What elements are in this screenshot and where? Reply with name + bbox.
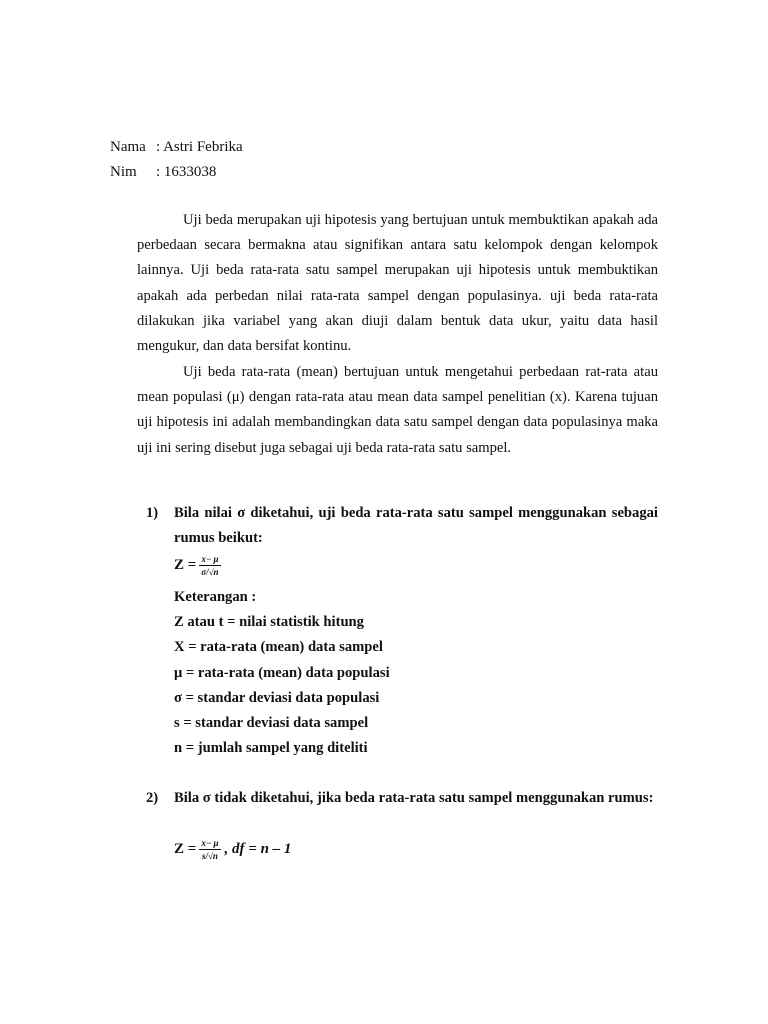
list-number-2: 2) [146,790,159,806]
paragraph-intro: Uji beda merupakan uji hipotesis yang bertujuan untuk membuktikan apakah ada perbedaan secara bermakna atau signifikan antara satu kelompok dengan kelompok lainnya. Uji beda rata-rata satu sampel merupakan uji hipotesis untuk membuktikan apakah ada perbedan nilai rata-rata sampel dengan populasinya. uji beda rata-rata dilakukan jika variabel yang akan diuji dalam bentuk data ukur, yaitu data hasil mengukur, dan data bersifat kontinu. [137,212,658,355]
formula-1-denominator: σ/√n [201,567,219,577]
list-item-2-text: Bila σ tidak diketahui, jika beda rata-rata satu sampel menggunakan rumus: [174,790,654,806]
formula-1-fraction [199,554,220,577]
list-item-1-text: Bila nilai σ diketahui, uji beda rata-rata satu sampel menggunakan sebagai rumus beikut: [174,505,658,547]
formula-2-numerator: x− μ [201,838,219,848]
list-item-2 [137,786,658,811]
name-label: Nama [110,139,146,155]
nim-line [110,162,216,182]
formula-1-numerator: x− μ [201,554,219,564]
name-value: : Astri Febrika [156,139,243,155]
list-item-1 [137,501,658,551]
definition-item: n = jumlah sampel yang diteliti [174,740,368,757]
formula-2 [174,838,291,861]
name-line [110,137,243,157]
formula-2-df: , df = n – 1 [224,841,292,857]
formula-1-lhs: Z = [174,557,197,573]
definition-item: s = standar deviasi data sampel [174,715,369,732]
nim-value: : 1633038 [156,164,217,180]
definitions-list [174,585,390,761]
formula-1 [174,554,221,577]
formula-2-fraction [199,838,220,861]
definition-item: μ = rata-rata (mean) data populasi [174,664,390,681]
formula-2-denominator: s/√n [201,851,218,861]
nim-label: Nim [110,164,137,180]
keterangan-heading: Keterangan : [174,589,257,605]
formula-2-lhs: Z = [174,841,197,857]
definition-item: X = rata-rata (mean) data sampel [174,639,383,656]
list-number-1: 1) [146,505,159,521]
definition-item: Z atau t = nilai statistik hitung [174,614,364,631]
definition-item: σ = standar deviasi data populasi [174,689,380,706]
paragraph-mean: Uji beda rata-rata (mean) bertujuan untuk mengetahui perbedaan rat-rata atau mean populasi (μ) dengan rata-rata atau mean data sampel penelitian (x). Karena tujuan uji hipotesis ini adalah membandingkan data satu sampel dengan data populasinya maka uji ini sering disebut juga sebagai uji beda rata-rata satu sampel. [137,364,658,456]
